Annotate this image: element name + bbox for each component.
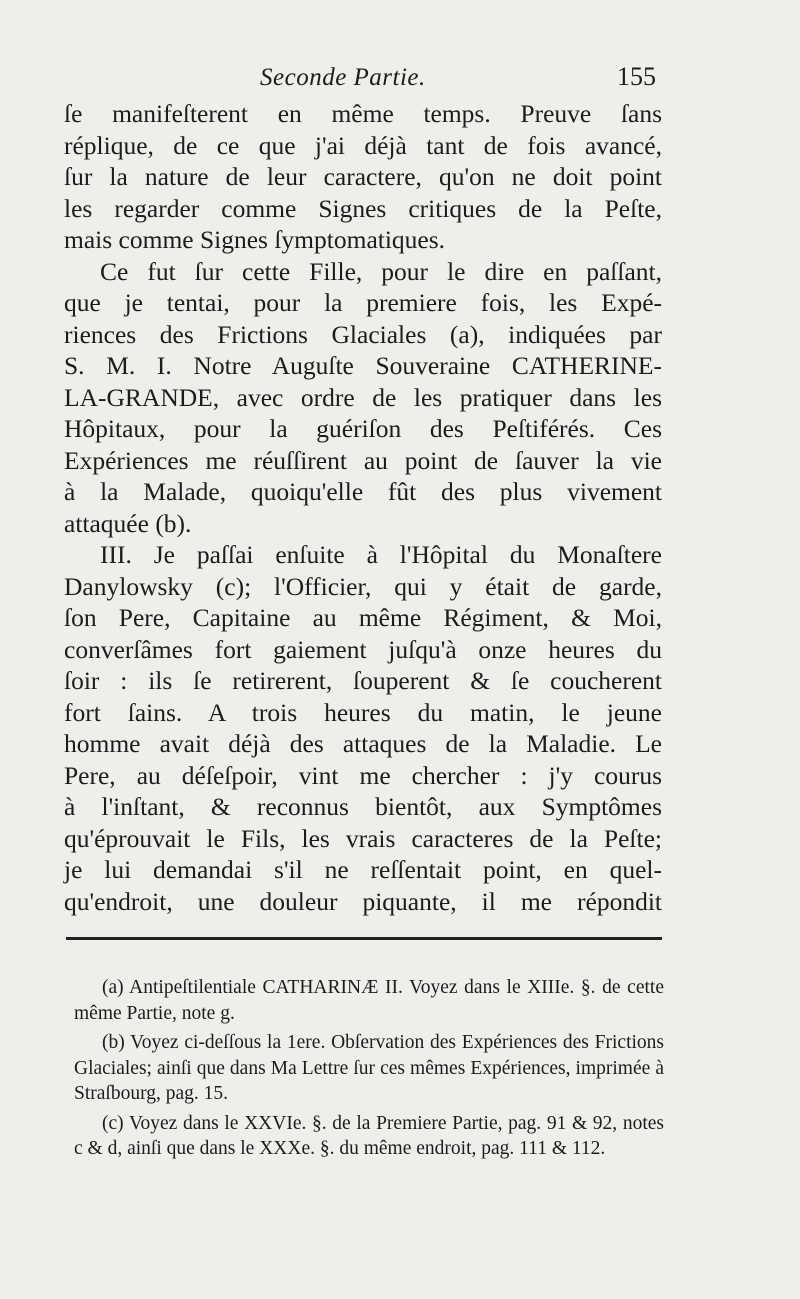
text-line: III. Je paſſai enſuite à l'Hôpital du Monaſtere [100,540,662,569]
text-line: Expériences me réuſſirent au point de ſauver la vie [64,445,662,475]
page-header [60,60,660,100]
text-line: riences des Frictions Glaciales (a), indiquées par [64,319,662,349]
text-line: converſâmes fort gaiement juſqu'à onze heures du [64,634,662,664]
text-line: ſur la nature de leur caractere, qu'on ne doit point [64,162,662,191]
footnote-rule [66,937,662,940]
text-line: ſe manifeſterent en même temps. Preuve ſans [64,99,662,128]
footnote-b: (b) Voyez ci-deſſous la 1ere. Obſervation des Expériences des Frictions Glaciales; ainſi que dans Ma Lettre ſur ces mêmes Expériences, imprimée à Straſbourg, pag. 15. [74,1032,664,1104]
text-line: Hôpitaux, pour la guériſon des Peſtiférés. Ces [64,414,662,443]
footnote-a: (a) Antipeſtilentiale CATHARINÆ II. Voyez dans le XIIIe. §. de cette même Partie, note g. [74,977,664,1024]
page-number: 155 [617,62,656,91]
text-line: les regarder comme Signes critiques de la Peſte, [64,193,662,223]
text-line: réplique, de ce que j'ai déjà tant de fois avancé, [64,130,662,160]
text-line: S. M. I. Notre Auguſte Souveraine CATHERINE- [64,351,662,380]
text-line: Ce fut ſur cette Fille, pour le dire en paſſant, [100,256,662,286]
text-line: Danylowsky (c); l'Officier, qui y était de garde, [64,571,662,601]
text-line: qu'endroit, une douleur piquante, il me répondit [64,886,662,916]
text-line: que je tentai, pour la premiere fois, les Expé- [64,288,662,317]
main-text [64,98,662,917]
text-line: attaquée (b). [64,508,192,538]
footnote-c: (c) Voyez dans le XXVIe. §. de la Premiere Partie, pag. 91 & 92, notes c & d, ainſi que dans le XXXe. §. du même endroit, pag. 111 & 112. [74,1112,664,1159]
text-line: Pere, au déſeſpoir, vint me chercher : j'y courus [64,760,662,790]
text-line: mais comme Signes ſymptomatiques. [64,225,446,254]
running-title: Seconde Partie. [260,64,426,91]
text-line: qu'éprouvait le Fils, les vrais caracteres de la Peſte; [64,823,662,853]
text-line: homme avait déjà des attaques de la Maladie. Le [64,729,662,758]
text-line: ſon Pere, Capitaine au même Régiment, & Moi, [64,603,662,632]
text-line: je lui demandai s'il ne reſſentait point, en quel- [64,855,662,884]
text-line: LA-GRANDE, avec ordre de les pratiquer dans les [64,382,662,412]
footnotes [74,975,664,1166]
text-line: ſoir : ils ſe retirerent, ſouperent & ſe coucherent [64,666,662,695]
text-line: à l'inſtant, & reconnus bientôt, aux Symptômes [64,792,662,821]
text-line: à la Malade, quoiqu'elle fût des plus vivement [64,477,662,506]
text-line: fort ſains. A trois heures du matin, le jeune [64,697,662,727]
